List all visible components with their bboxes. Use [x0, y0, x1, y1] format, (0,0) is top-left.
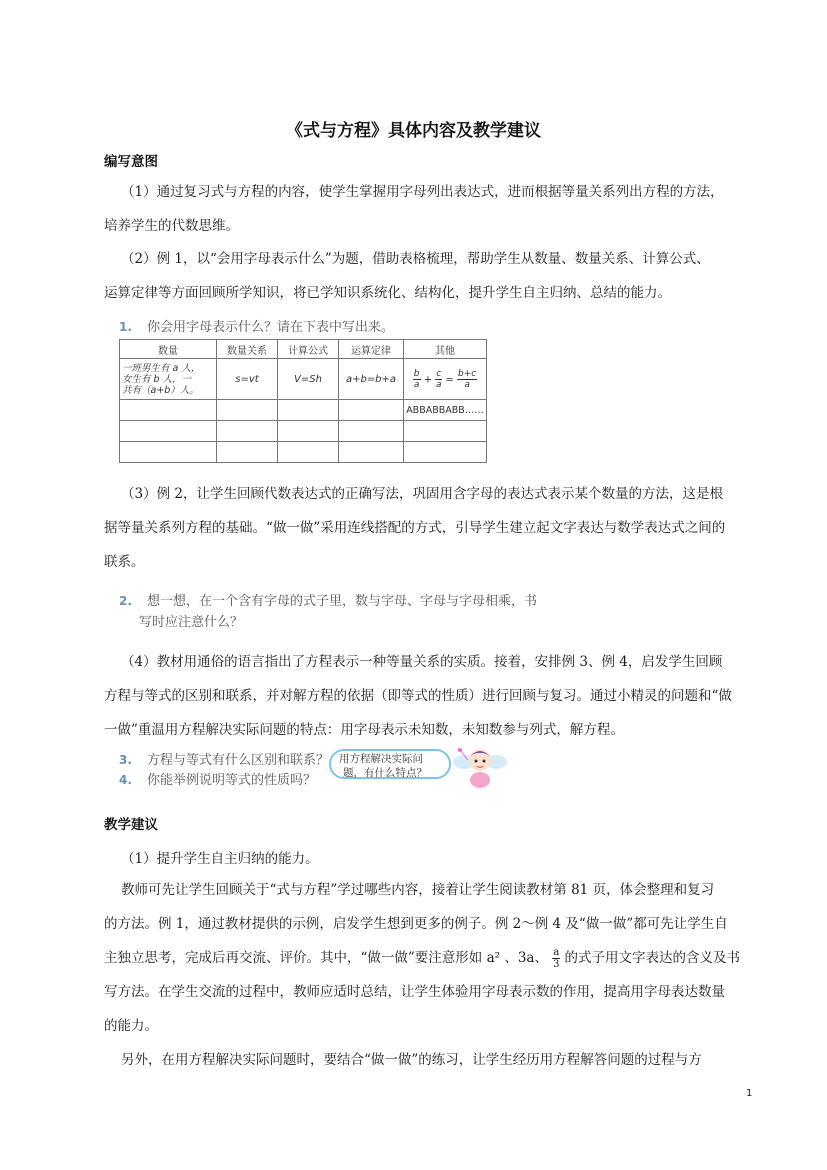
fraction: [413, 369, 421, 390]
table-cell: V=Sh: [278, 359, 339, 400]
table-cell: [404, 421, 487, 442]
question-1-text: 你会用字母表示什么？请在下表中写出来。: [147, 320, 395, 335]
fraction-denominator: 3: [553, 959, 560, 970]
table-cell: [120, 359, 217, 400]
bubble-line-1: 用方程解决实际问: [339, 753, 423, 765]
table-cell: [217, 442, 278, 463]
table-cell: [120, 442, 217, 463]
table-cell: a+b=b+a: [339, 359, 404, 400]
paragraph-2-line-1: （2）例 1，以“会用字母表示什么”为题，借助表格梳理，帮助学生从数量、数量关系、计算公式、: [121, 251, 710, 267]
table-cell: [339, 400, 404, 421]
section-heading-intent: 编写意图: [104, 154, 158, 170]
table-cell: [217, 400, 278, 421]
table-header: 数量关系: [217, 340, 278, 359]
fraction: [457, 369, 477, 390]
paragraph-1: [104, 180, 764, 248]
speech-bubble: [329, 749, 451, 779]
table-cell-fraction-formula: [404, 359, 487, 400]
table-cell: [339, 442, 404, 463]
question-2-number: 2.: [119, 594, 132, 608]
paragraph-6-line-5: 的能力。: [104, 1018, 158, 1034]
paragraph-6: [104, 878, 764, 1048]
table-header: 数量: [120, 340, 217, 359]
fraction-numerator: a: [553, 947, 560, 958]
fraction-denominator: a: [436, 379, 442, 390]
question-1: [119, 316, 394, 335]
question-3-text: 方程与等式有什么区别和联系？: [147, 753, 330, 768]
table-header: 其他: [404, 340, 487, 359]
fairy-character-illustration: [452, 740, 508, 790]
paragraph-6-line-3: [104, 946, 764, 980]
question-3-number: 3.: [119, 753, 132, 767]
fraction: [435, 369, 442, 390]
letter-usage-table: [119, 339, 487, 463]
paragraph-1-line-1: （1）通过复习式与方程的内容，使学生掌握用字母列出表达式，进而根据等量关系列出方程的方法，: [121, 184, 724, 200]
fraction-denominator: a: [413, 379, 420, 390]
table-header-row: [120, 340, 487, 359]
table-cell: [120, 421, 217, 442]
table-cell: [120, 400, 217, 421]
paragraph-4: [104, 650, 764, 752]
paragraph-2-line-2: 运算定律等方面回顾所学知识，将已学知识系统化、结构化，提升学生自主归纳、总结的能力。: [104, 285, 671, 301]
section-heading-suggestions: 教学建议: [104, 817, 158, 833]
paragraph-3: [104, 482, 764, 584]
table-row: [120, 400, 487, 421]
table-header: 计算公式: [278, 340, 339, 359]
table-cell: [339, 421, 404, 442]
paragraph-4-line-2: 方程与等式的区别和联系，并对解方程的依据（即等式的性质）进行回顾与复习。通过小精灵的问题和“做: [104, 688, 732, 704]
paragraph-1-line-2: 培养学生的代数思维。: [104, 218, 239, 234]
paragraph-6-line-3a: 主独立思考，完成后再交流、评价。其中，“做一做”要注意形如 a² 、3a、: [104, 950, 548, 966]
table-cell: [404, 442, 487, 463]
question-1-number: 1.: [119, 320, 132, 334]
cell-line: 一班男生有 a 人，: [122, 362, 201, 374]
question-2-line-2: 写时应注意什么？: [139, 615, 244, 630]
cell-line: 共有（a+b）人。: [122, 384, 199, 396]
questions-3-4: [119, 750, 329, 790]
table-cell: s=vt: [217, 359, 278, 400]
question-4: [119, 770, 329, 790]
inline-fraction: [552, 947, 560, 970]
document-title: 《式与方程》具体内容及教学建议: [286, 121, 541, 141]
fraction-numerator: b+c: [458, 368, 477, 379]
paragraph-7: 另外，在用方程解决实际问题时，要结合“做一做”的练习，让学生经历用方程解答问题的过程与方: [121, 1052, 702, 1068]
table-row: [120, 359, 487, 400]
table-cell: [217, 421, 278, 442]
fraction-denominator: a: [464, 379, 470, 390]
paragraph-4-line-3: 一做”重温用方程解决实际问题的特点：用字母表示未知数，未知数参与列式，解方程。: [104, 722, 624, 738]
question-2-line-1: 想一想，在一个含有字母的式子里，数与字母、字母与字母相乘，书: [147, 594, 538, 609]
question-2: [119, 590, 537, 632]
table-cell: ABBABBABB……: [404, 400, 487, 421]
table-cell: [278, 400, 339, 421]
page-number: 1: [746, 1088, 753, 1099]
question-3: [119, 750, 329, 770]
fraction-numerator: b: [413, 368, 420, 379]
paragraph-3-line-3: 联系。: [104, 554, 145, 570]
plus-sign: +: [423, 374, 433, 385]
bubble-line-2: 题，有什么特点？: [343, 767, 427, 779]
table-row: [120, 421, 487, 442]
paragraph-6-line-4: 写方法。在学生交流的过程中，教师应适时总结，让学生体验用字母表示数的作用，提高用字母表达数量: [104, 984, 725, 1000]
paragraph-6-line-2: 的方法。例 1，通过教材提供的示例，启发学生想到更多的例子。例 2～例 4 及“做一做”都可先让学生自: [104, 916, 728, 932]
table-cell: [278, 442, 339, 463]
fraction-numerator: c: [436, 368, 442, 379]
paragraph-4-line-1: （4）教材用通俗的语言指出了方程表示一种等量关系的实质。接着，安排例 3、例 4，启发学生回顾: [121, 654, 723, 670]
question-4-text: 你能举例说明等式的性质吗？: [147, 773, 317, 788]
question-4-number: 4.: [119, 773, 132, 787]
paragraph-6-line-3b: 的式子用文字表达的含义及书: [564, 950, 741, 966]
table-row: [120, 442, 487, 463]
table-header: 运算定律: [339, 340, 404, 359]
paragraph-5: （1）提升学生自主归纳的能力。: [121, 851, 319, 867]
cell-line: 女生有 b 人，一: [122, 373, 192, 385]
equals-sign: =: [445, 374, 454, 385]
paragraph-2: [104, 247, 764, 315]
paragraph-3-line-2: 据等量关系列方程的基础。“做一做”采用连线搭配的方式，引导学生建立起文字表达与数学表达式之间的: [104, 520, 726, 536]
paragraph-3-line-1: （3）例 2，让学生回顾代数表达式的正确写法，巩固用含字母的表达式表示某个数量的方法，这是根: [121, 486, 723, 502]
paragraph-6-line-1: 教师可先让学生回顾关于“式与方程”学过哪些内容，接着让学生阅读教材第 81 页，体会整理和复习: [121, 882, 715, 898]
table-cell: [278, 421, 339, 442]
